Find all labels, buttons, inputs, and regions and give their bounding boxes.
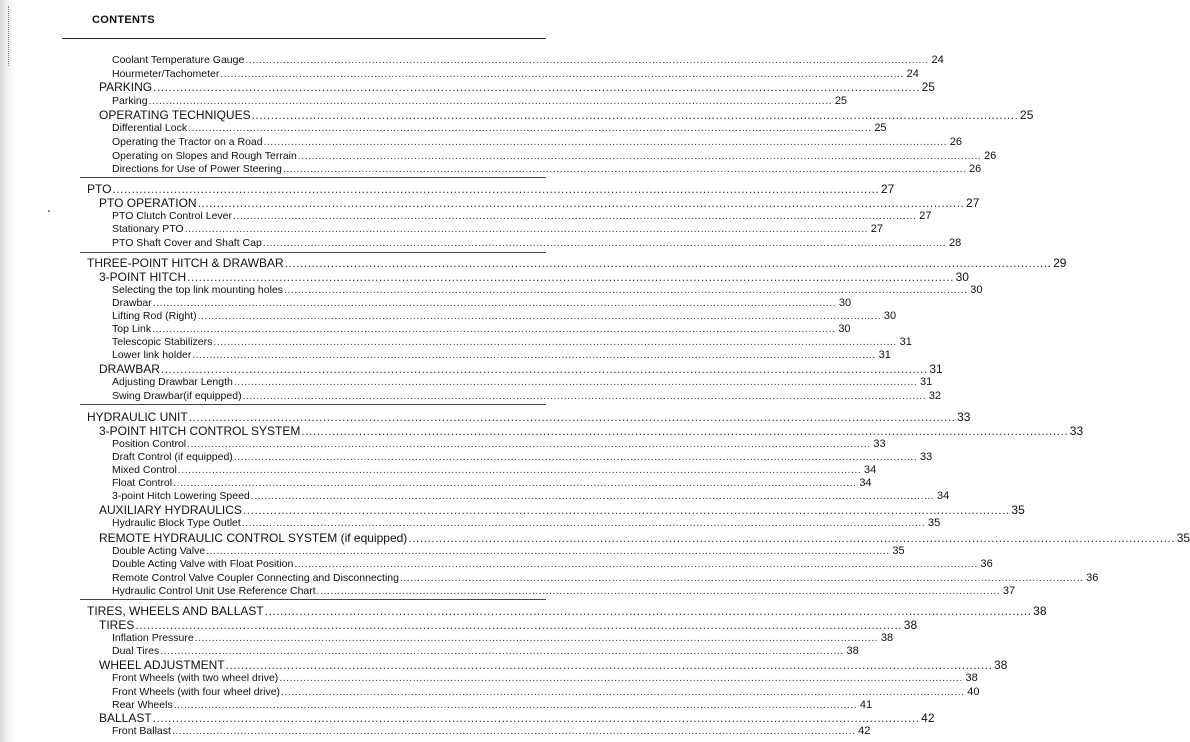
toc-leader: ........................................................................................................................................................................................................ (171, 725, 856, 737)
toc-entry[interactable] (112, 572, 1099, 584)
toc-entry-label: Front Ballast (112, 725, 171, 737)
toc-entry-label: Double Acting Valve with Float Position (112, 558, 294, 570)
toc-leader: ........................................................................................................................................................................................................ (197, 196, 965, 210)
toc-entry[interactable] (112, 477, 872, 489)
toc-entry-label: BALLAST (99, 711, 152, 725)
toc-entry[interactable] (112, 150, 997, 162)
toc-subsection[interactable] (99, 503, 1025, 517)
toc-entry-page: 30 (838, 297, 852, 309)
toc-entry-page: 42 (858, 725, 871, 737)
toc-entry[interactable] (112, 210, 932, 222)
toc-leader: ........................................................................................................................................................................................................ (173, 699, 858, 711)
toc-entry-label: Telescopic Stabilizers (112, 336, 213, 348)
toc-leader: ........................................................................................................................................................................................................ (233, 376, 918, 388)
toc-entry[interactable] (112, 558, 993, 570)
toc-entry-label: Adjusting Drawbar Length (112, 376, 233, 388)
toc-entry-page: 32 (928, 390, 942, 402)
toc-entry-page: 38 (965, 672, 978, 684)
toc-leader: ........................................................................................................................................................................................................ (279, 672, 963, 684)
toc-entry[interactable] (112, 95, 848, 107)
toc-entry-label: PARKING (99, 80, 153, 94)
toc-entry-page: 38 (994, 658, 1008, 672)
toc-entry[interactable] (112, 136, 963, 148)
toc-leader: ........................................................................................................................................................................................................ (250, 490, 935, 502)
toc-entry-page: 25 (834, 95, 848, 107)
toc-leader: ........................................................................................................................................................................................................ (112, 182, 880, 196)
scan-speck (48, 210, 50, 212)
toc-subsection[interactable] (99, 270, 969, 284)
toc-entry-page: 31 (920, 376, 933, 388)
toc-entry-page: 34 (863, 464, 877, 476)
toc-entry-page: 24 (931, 54, 944, 66)
toc-entry-label: Coolant Temperature Gauge (112, 54, 245, 66)
toc-subsection[interactable] (99, 618, 918, 632)
toc-entry-page: 33 (957, 410, 971, 424)
toc-entry-label: Dual Tires (112, 645, 160, 657)
toc-leader: ........................................................................................................................................................................................................ (152, 297, 837, 309)
toc-entry-label: DRAWBAR (99, 362, 160, 376)
toc-entry[interactable] (112, 632, 894, 644)
toc-entry[interactable] (112, 672, 978, 684)
toc-leader: ........................................................................................................................................................................................................ (194, 632, 879, 644)
toc-leader: ........................................................................................................................................................................................................ (264, 604, 1032, 618)
toc-entry-label: Front Wheels (with two wheel drive) (112, 672, 279, 684)
toc-entry[interactable] (112, 68, 919, 80)
toc-leader: ........................................................................................................................................................................................................ (301, 424, 1069, 438)
toc-section[interactable] (87, 182, 895, 196)
toc-entry-page: 30 (970, 284, 983, 296)
toc-entry-label: Double Acting Valve (112, 545, 206, 557)
toc-leader: ........................................................................................................................................................................................................ (173, 477, 857, 489)
toc-entry-page: 34 (936, 490, 950, 502)
toc-entry-label: Float Control (112, 477, 173, 489)
toc-entry-label: Swing Drawbar(if equipped) (112, 390, 242, 402)
toc-leader: ........................................................................................................................................................................................................ (242, 390, 927, 402)
toc-entry-page: 36 (980, 558, 993, 570)
toc-entry-page: 30 (838, 323, 851, 335)
toc-entry-label: OPERATING TECHNIQUES (99, 108, 251, 122)
toc-entry-page: 40 (967, 686, 980, 698)
toc-entry-label: PTO OPERATION (99, 196, 197, 210)
toc-entry[interactable] (112, 451, 933, 463)
toc-entry-label: Front Wheels (with four wheel drive) (112, 686, 281, 698)
toc-leader: ........................................................................................................................................................................................................ (177, 464, 862, 476)
toc-entry-page: 30 (883, 310, 897, 322)
toc-entry-page: 35 (927, 517, 941, 529)
toc-entry-page: 29 (1053, 256, 1067, 270)
toc-entry-label: 3-point Hitch Lowering Speed (112, 490, 250, 502)
toc-entry-label: Operating the Tractor on a Road (112, 136, 263, 148)
toc-leader: ........................................................................................................................................................................................................ (153, 80, 920, 94)
toc-leader: ........................................................................................................................................................................................................ (197, 310, 882, 322)
toc-subsection[interactable] (99, 711, 935, 725)
toc-entry-page: 31 (899, 336, 912, 348)
toc-entry-label: Draft Control (if equipped) (112, 451, 233, 463)
section-divider (80, 404, 546, 405)
toc-entry-label: Differential Lock (112, 122, 188, 134)
toc-leader: ........................................................................................................................................................................................................ (294, 558, 978, 570)
toc-entry-label: Mixed Control (112, 464, 177, 476)
toc-leader: ........................................................................................................................................................................................................ (245, 54, 929, 66)
toc-entry-page: 36 (1086, 572, 1099, 584)
toc-entry-page: 27 (870, 223, 884, 235)
toc-entry[interactable] (112, 323, 851, 335)
toc-entry-page: 37 (1002, 585, 1016, 597)
toc-entry-page: 26 (984, 150, 997, 162)
toc-leader: ........................................................................................................................................................................................................ (282, 163, 967, 175)
toc-subsection[interactable] (99, 424, 1084, 438)
toc-entry-label: PTO (87, 182, 112, 196)
toc-entry-label: PTO Shaft Cover and Shaft Cap (112, 237, 262, 249)
toc-entry[interactable] (112, 545, 905, 557)
toc-entry-page: 27 (966, 196, 980, 210)
toc-leader: ........................................................................................................................................................................................................ (152, 711, 920, 725)
toc-subsection[interactable] (99, 80, 935, 94)
toc-entry-label: Hourmeter/Tachometer (112, 68, 220, 80)
toc-entry-label: Lower link holder (112, 349, 192, 361)
toc-entry-page: 31 (929, 362, 943, 376)
toc-entry-label: Drawbar (112, 297, 152, 309)
toc-entry[interactable] (112, 438, 886, 450)
toc-entry[interactable] (112, 376, 933, 388)
toc-leader: ........................................................................................................................................................................................................ (399, 572, 1084, 584)
toc-leader: ........................................................................................................................................................................................................ (206, 545, 890, 557)
toc-entry-label: Hydraulic Block Type Outlet (112, 517, 241, 529)
toc-entry-page: 25 (1020, 108, 1034, 122)
page-header: CONTENTS (92, 14, 155, 26)
toc-entry-label: PTO Clutch Control Lever (112, 210, 233, 222)
toc-entry-page: 25 (874, 122, 887, 134)
toc-leader: ........................................................................................................................................................................................................ (297, 150, 982, 162)
toc-entry-page: 38 (880, 632, 894, 644)
toc-entry-label: Top Link (112, 323, 152, 335)
toc-leader: ........................................................................................................................................................................................................ (241, 517, 926, 529)
toc-entry-page: 38 (1033, 604, 1047, 618)
toc-leader: ........................................................................................................................................................................................................ (251, 108, 1019, 122)
toc-entry-page: 31 (878, 349, 891, 361)
toc-subsection[interactable] (99, 362, 943, 376)
toc-entry-page: 33 (873, 438, 886, 450)
toc-leader: ........................................................................................................................................................................................................ (187, 438, 871, 450)
toc-leader: ........................................................................................................................................................................................................ (220, 68, 904, 80)
toc-entry[interactable] (112, 122, 887, 134)
toc-entry-page: 24 (906, 68, 919, 80)
toc-leader: ........................................................................................................................................................................................................ (284, 284, 968, 296)
toc-entry[interactable] (112, 645, 859, 657)
toc-entry-page: 26 (949, 136, 963, 148)
toc-entry[interactable] (112, 585, 1016, 597)
toc-leader: ........................................................................................................................................................................................................ (225, 658, 993, 672)
toc-entry-label: AUXILIARY HYDRAULICS (99, 503, 242, 517)
toc-leader: ........................................................................................................................................................................................................ (262, 237, 947, 249)
toc-entry-page: 38 (846, 645, 859, 657)
toc-leader: ........................................................................................................................................................................................................ (192, 349, 876, 361)
toc-entry[interactable] (112, 490, 950, 502)
toc-entry[interactable] (112, 699, 873, 711)
toc-entry-label: THREE-POINT HITCH & DRAWBAR (87, 256, 284, 270)
toc-leader: ........................................................................................................................................................................................................ (284, 256, 1052, 270)
section-divider (80, 599, 546, 600)
toc-entry-label: Selecting the top link mounting holes (112, 284, 284, 296)
toc-entry[interactable] (112, 725, 871, 737)
toc-subsection[interactable] (99, 108, 1034, 122)
toc-entry[interactable] (112, 284, 983, 296)
section-divider (80, 177, 546, 178)
toc-entry[interactable] (112, 163, 982, 175)
toc-leader: ........................................................................................................................................................................................................ (187, 270, 954, 284)
toc-entry-page: 28 (949, 237, 962, 249)
toc-entry-page: 27 (880, 182, 895, 196)
toc-entry-page: 33 (920, 451, 933, 463)
toc-leader: ........................................................................................................................................................................................................ (160, 362, 928, 376)
toc-entry-label: Lifting Rod (Right) (112, 310, 197, 322)
toc-leader: ........................................................................................................................................................................................................ (160, 645, 844, 657)
toc-entry-label: 3-POINT HITCH (99, 270, 187, 284)
toc-entry-page: 30 (955, 270, 969, 284)
toc-entry-label: Hydraulic Control Unit Use Reference Chart (112, 585, 316, 597)
toc-entry-page: 41 (859, 699, 873, 711)
toc-leader: ........................................................................................................................................................................................................ (213, 336, 897, 348)
toc-section[interactable] (87, 604, 1047, 618)
toc-section[interactable] (87, 256, 1067, 270)
toc-entry-label: Parking (112, 95, 148, 107)
toc-entry-page: 27 (919, 210, 932, 222)
section-divider (80, 252, 546, 253)
toc-leader: ........................................................................................................................................................................................................ (316, 585, 1001, 597)
toc-entry-label: REMOTE HYDRAULIC CONTROL SYSTEM (if equipped) (99, 531, 408, 545)
toc-entry-label: HYDRAULIC UNIT (87, 410, 188, 424)
toc-leader: ........................................................................................................................................................................................................ (188, 410, 956, 424)
toc-entry[interactable] (112, 464, 877, 476)
toc-leader: ........................................................................................................................................................................................................ (188, 122, 872, 134)
toc-entry[interactable] (112, 310, 897, 322)
toc-leader: ........................................................................................................................................................................................................ (242, 503, 1010, 517)
toc-leader: ........................................................................................................................................................................................................ (233, 210, 917, 222)
toc-entry-label: Rear Wheels (112, 699, 173, 711)
toc-entry[interactable] (112, 686, 980, 698)
toc-leader: ........................................................................................................................................................................................................ (408, 531, 1176, 545)
toc-entry-label: Directions for Use of Power Steering (112, 163, 282, 175)
toc-entry[interactable] (112, 517, 941, 529)
toc-entry[interactable] (112, 54, 944, 66)
toc-entry-label: Inflation Pressure (112, 632, 194, 644)
toc-leader: ........................................................................................................................................................................................................ (152, 323, 836, 335)
toc-leader: ........................................................................................................................................................................................................ (233, 451, 918, 463)
toc-subsection[interactable] (99, 658, 1008, 672)
toc-entry-page: 42 (921, 711, 935, 725)
toc-entry[interactable] (112, 297, 852, 309)
toc-entry[interactable] (112, 390, 942, 402)
toc-entry-page: 34 (859, 477, 872, 489)
toc-entry-page: 33 (1069, 424, 1084, 438)
toc-entry-page: 25 (921, 80, 935, 94)
toc-entry-label: WHEEL ADJUSTMENT (99, 658, 225, 672)
toc-entry[interactable] (112, 349, 891, 361)
toc-entry-label: Stationary PTO (112, 223, 184, 235)
toc-subsection[interactable] (99, 531, 1190, 545)
toc-leader: ........................................................................................................................................................................................................ (263, 136, 948, 148)
toc-entry-page: 35 (1011, 503, 1025, 517)
toc-entry-label: Operating on Slopes and Rough Terrain (112, 150, 297, 162)
toc-entry-label: Position Control (112, 438, 187, 450)
toc-entry-page: 26 (969, 163, 982, 175)
toc-entry-label: TIRES, WHEELS AND BALLAST (87, 604, 264, 618)
toc-leader: ........................................................................................................................................................................................................ (184, 223, 869, 235)
toc-leader: ........................................................................................................................................................................................................ (281, 686, 965, 698)
toc-entry-label: TIRES (99, 618, 135, 632)
toc-section[interactable] (87, 410, 971, 424)
toc-leader: ........................................................................................................................................................................................................ (148, 95, 833, 107)
toc-entry-page: 35 (892, 545, 905, 557)
toc-entry[interactable] (112, 223, 884, 235)
toc-entry-page: 38 (903, 618, 918, 632)
toc-entry-page: 35 (1176, 531, 1190, 545)
toc-entry-label: 3-POINT HITCH CONTROL SYSTEM (99, 424, 301, 438)
toc-leader: ........................................................................................................................................................................................................ (135, 618, 903, 632)
toc-subsection[interactable] (99, 196, 980, 210)
toc-entry[interactable] (112, 237, 962, 249)
toc-entry-label: Remote Control Valve Coupler Connecting and Disconnecting (112, 572, 399, 584)
toc-entry[interactable] (112, 336, 912, 348)
